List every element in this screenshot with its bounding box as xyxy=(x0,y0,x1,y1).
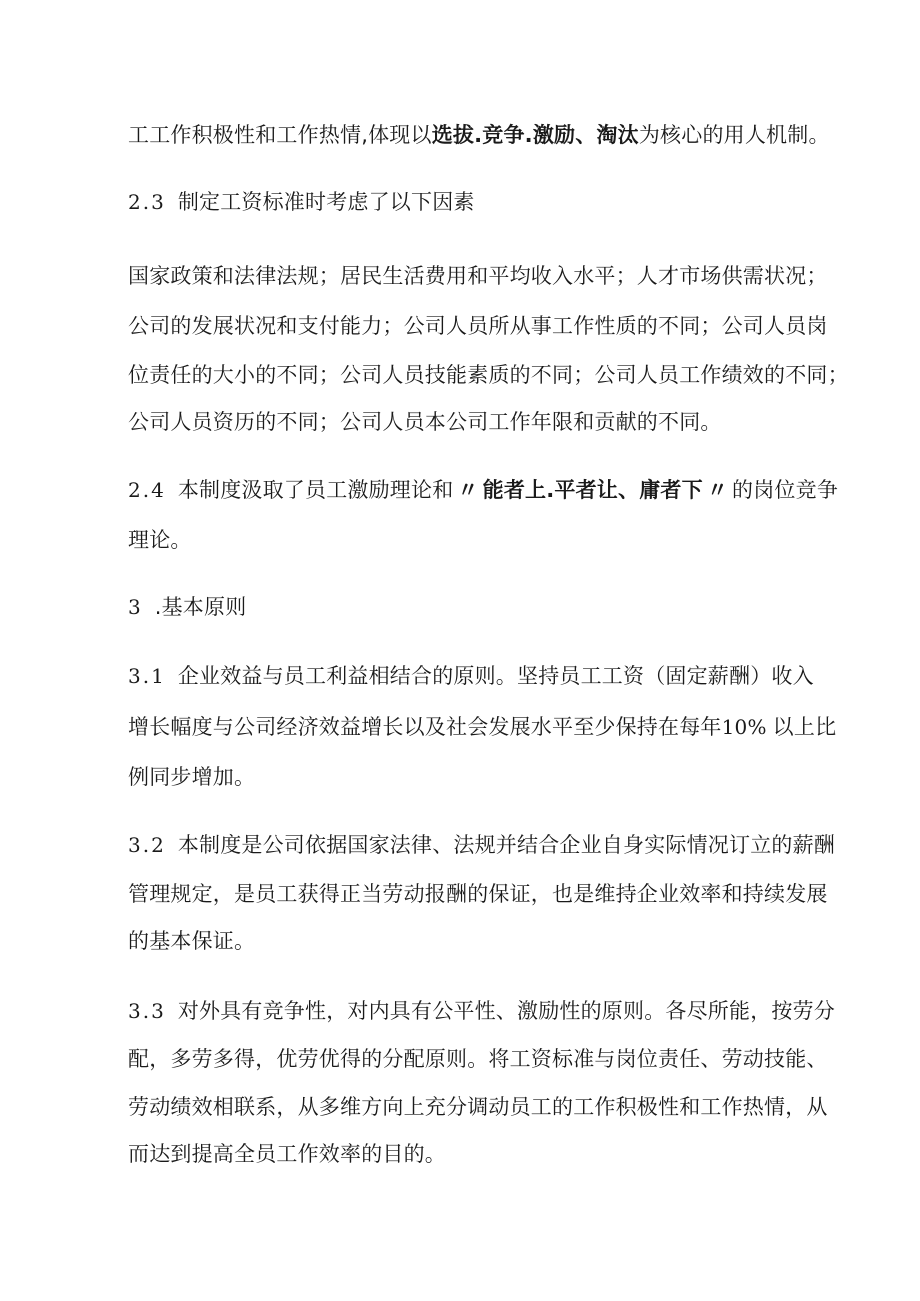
section-3-2-line-3 xyxy=(128,927,808,955)
section-text: 企业效益与员工利益相结合的原则。坚持员工工资（固定薪酬）收入 xyxy=(177,664,814,688)
section-text: 配，多劳多得，优劳优得的分配原则。将工资标准与岗位责任、劳动技能、 xyxy=(128,1047,828,1071)
section-3-3-line-1 xyxy=(128,997,836,1025)
section-text-end: 的岗位竞争 xyxy=(732,478,839,502)
section-3-3-line-4 xyxy=(128,1140,808,1168)
section-3-3-line-2 xyxy=(128,1045,828,1073)
factors-text: 公司人员资历的不同；公司人员本公司工作年限和贡献的不同。 xyxy=(128,410,722,434)
section-3-heading xyxy=(128,593,808,621)
factors-line-3 xyxy=(128,361,849,389)
factors-text: 公司的发展状况和支付能力；公司人员所从事工作性质的不同；公司人员岗 xyxy=(128,314,828,338)
section-3-1-line-2 xyxy=(128,713,837,741)
section-text: 例同步增加。 xyxy=(128,765,256,789)
paragraph-intro-line xyxy=(128,121,830,149)
factors-text: 国家政策和法律法规；居民生活费用和平均收入水平；人才市场供需状况； xyxy=(128,264,828,288)
section-emphasis: 能者上.平者让、庸者下 xyxy=(482,478,703,502)
section-3-3-line-3 xyxy=(128,1093,828,1121)
percentage-value: 10% xyxy=(721,715,767,739)
section-text: 理论。 xyxy=(128,528,192,552)
section-text: 劳动绩效相联系，从多维方向上充分调动员工的工作积极性和工作热情，从 xyxy=(128,1095,828,1119)
close-quote: 〃 xyxy=(706,478,729,502)
section-3-1-line-1 xyxy=(128,662,814,690)
intro-emphasis: 选拔.竞争.激励、淘汰 xyxy=(431,123,639,147)
factors-line-1 xyxy=(128,262,828,290)
section-text: 对外具有竞争性，对内具有公平性、激励性的原则。各尽所能，按劳分 xyxy=(177,999,836,1023)
section-text: 而达到提高全员工作效率的目的。 xyxy=(128,1142,446,1166)
section-title: 制定工资标准时考虑了以下因素 xyxy=(177,190,475,214)
section-number: 3.2 xyxy=(128,833,166,857)
section-3-2-line-1 xyxy=(128,831,836,859)
factors-text: 位责任的大小的不同；公司人员技能素质的不同；公司人员工作绩效的不同； xyxy=(128,363,849,387)
section-2-4-line-2 xyxy=(128,526,808,554)
section-text: 本制度汲取了员工激励理论和 xyxy=(177,478,454,502)
section-text: 本制度是公司依据国家法律、法规并结合企业自身实际情况订立的薪酬 xyxy=(177,833,836,857)
section-text: 管理规定，是员工获得正当劳动报酬的保证，也是维持企业效率和持续发展 xyxy=(128,882,828,906)
section-text: 的基本保证。 xyxy=(128,929,256,953)
open-quote: 〃 xyxy=(457,478,479,502)
section-number: 3.3 xyxy=(128,999,166,1023)
factors-line-2 xyxy=(128,312,828,340)
section-2-4-line-1 xyxy=(128,476,839,504)
section-3-2-line-2 xyxy=(128,880,828,908)
section-text: 增长幅度与公司经济效益增长以及社会发展水平至少保持在每年 xyxy=(128,715,722,739)
section-text-end: 以上比 xyxy=(772,715,837,739)
intro-text-end: 为核心的用人机制。 xyxy=(638,123,830,147)
factors-line-4 xyxy=(128,408,808,436)
section-number: 2.4 xyxy=(128,478,166,502)
section-number: 3 xyxy=(128,595,143,619)
section-title: .基本原则 xyxy=(154,595,247,619)
intro-text: 工工作积极性和工作热情,体现以 xyxy=(128,123,432,147)
section-number: 3.1 xyxy=(128,664,166,688)
section-2-3-heading xyxy=(128,188,808,216)
section-3-1-line-3 xyxy=(128,763,808,791)
section-number: 2.3 xyxy=(128,190,166,214)
